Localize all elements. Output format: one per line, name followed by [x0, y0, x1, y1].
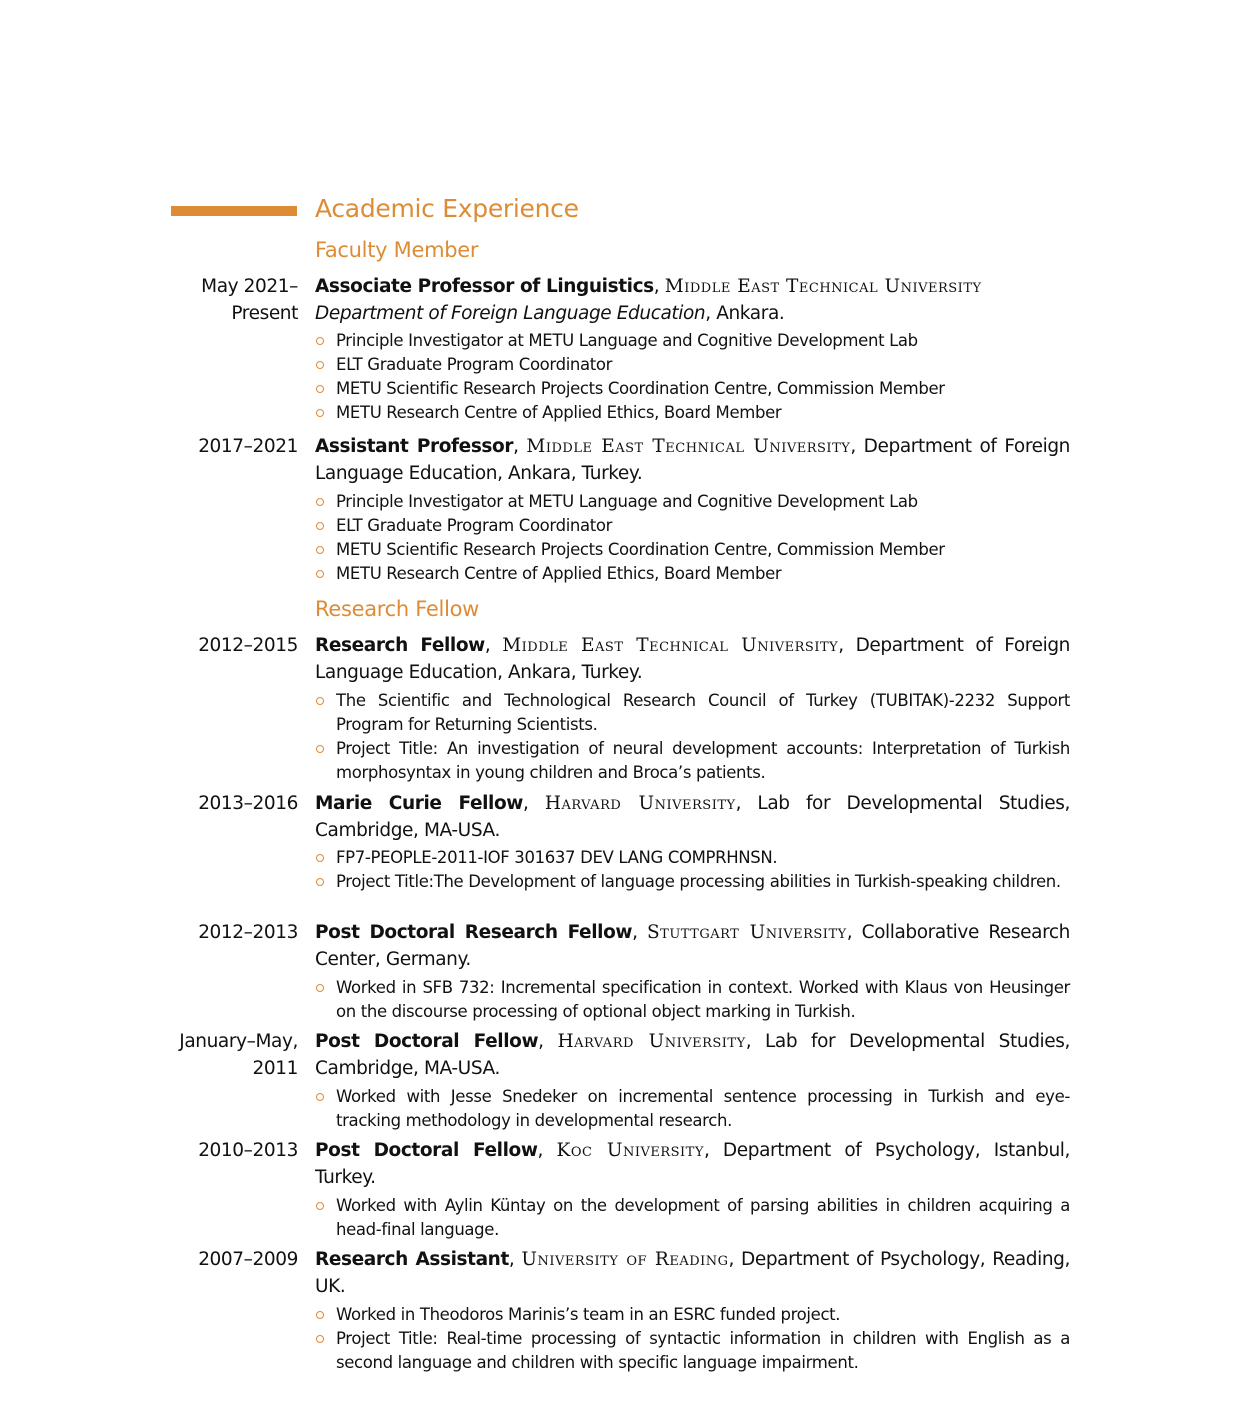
- entry-body: [315, 433, 1070, 487]
- date-line: 2007–2009: [198, 1249, 298, 1270]
- list-item: The Scientific and Technological Research Council of Turkey (TUBITAK)-2232 Support Program for Returning Scientists.: [315, 689, 1070, 737]
- entry-institution: Harvard University: [557, 1031, 746, 1052]
- separator: ,: [508, 1249, 522, 1270]
- entry-title: Marie Curie Fellow: [315, 793, 523, 814]
- entry-date: [150, 919, 298, 946]
- entry-institution: Middle East Technical University: [502, 635, 839, 656]
- bullet-circle-icon: [316, 984, 324, 992]
- bullet-circle-icon: [316, 546, 324, 554]
- entry-institution: University of Reading: [521, 1249, 729, 1270]
- entry-location: , Collaborative Research Center, Germany.: [315, 922, 1070, 970]
- entry-items: [315, 329, 1070, 425]
- bullet-circle-icon: [316, 1335, 324, 1343]
- section-title: Academic Experience: [315, 194, 579, 223]
- separator: ,: [513, 436, 527, 457]
- entry-title: Associate Professor of Linguistics: [315, 276, 654, 297]
- entry-date: [150, 433, 298, 460]
- date-line: 2011: [252, 1058, 298, 1079]
- entry-institution: Stuttgart University: [646, 922, 847, 943]
- entry-date: [150, 1028, 298, 1082]
- entry-date: [150, 790, 298, 817]
- entry-date: [150, 1246, 298, 1273]
- separator: ,: [537, 1140, 557, 1161]
- list-item: Principle Investigator at METU Language and Cognitive Development Lab: [315, 490, 1070, 514]
- list-item: METU Research Centre of Applied Ethics, Board Member: [315, 401, 1070, 425]
- entry-items: [315, 1085, 1070, 1133]
- date-line: 2013–2016: [198, 793, 298, 814]
- list-item: Project Title: Real-time processing of syntactic information in children with English as a second language and children with specific language impairment.: [315, 1327, 1070, 1375]
- list-item: FP7-PEOPLE-2011-IOF 301637 DEV LANG COMPRHNSN.: [315, 846, 1070, 870]
- separator: ,: [653, 276, 665, 297]
- entry-items: [315, 689, 1070, 785]
- entry-title: Assistant Professor: [315, 436, 514, 457]
- list-item: METU Scientific Research Projects Coordination Centre, Commission Member: [315, 377, 1070, 401]
- entry-location: , Department of Psychology, Istanbul, Turkey.: [315, 1140, 1070, 1188]
- section-bar-icon: [171, 206, 297, 216]
- entry-items: [315, 976, 1070, 1024]
- entry-body: [315, 273, 1070, 327]
- date-line: May 2021–: [201, 276, 298, 297]
- bullet-circle-icon: [316, 522, 324, 530]
- entry-department: Department of Foreign Language Education: [315, 303, 706, 324]
- bullet-circle-icon: [316, 385, 324, 393]
- list-item: Project Title:The Development of language processing abilities in Turkish-speaking children.: [315, 870, 1070, 894]
- entry-institution: Middle East Technical University: [526, 436, 851, 457]
- list-item: Worked in Theodoros Marinis’s team in an ESRC funded project.: [315, 1303, 1070, 1327]
- bullet-circle-icon: [316, 1093, 324, 1101]
- entry-location: , Department of Psychology, Reading, UK.: [315, 1249, 1070, 1297]
- list-item: Worked with Aylin Küntay on the development of parsing abilities in children acquiring a head-final language.: [315, 1194, 1070, 1242]
- list-item: Project Title: An investigation of neural development accounts: Interpretation of Turkish morphosyntax in young children and Broca’s patients.: [315, 737, 1070, 785]
- bullet-circle-icon: [316, 498, 324, 506]
- entry-location: , Lab for Developmental Studies, Cambridge, MA-USA.: [315, 1031, 1070, 1079]
- entry-location: , Lab for Developmental Studies, Cambridge, MA-USA.: [315, 793, 1070, 841]
- entry-location: , Ankara.: [705, 303, 785, 324]
- list-item: ELT Graduate Program Coordinator: [315, 353, 1070, 377]
- entry-title: Research Assistant: [315, 1249, 509, 1270]
- bullet-circle-icon: [316, 570, 324, 578]
- bullet-circle-icon: [316, 337, 324, 345]
- bullet-circle-icon: [316, 697, 324, 705]
- list-item: ELT Graduate Program Coordinator: [315, 514, 1070, 538]
- entry-location: , Department of Foreign Language Education, Ankara, Turkey.: [315, 436, 1071, 484]
- date-line: January–May,: [179, 1031, 298, 1052]
- separator: ,: [538, 1031, 558, 1052]
- bullet-circle-icon: [316, 409, 324, 417]
- separator: ,: [484, 635, 503, 656]
- list-item: Worked in SFB 732: Incremental specification in context. Worked with Klaus von Heusinger on the discourse processing of optional object marking in Turkish.: [315, 976, 1070, 1024]
- subsection-title: Faculty Member: [315, 238, 479, 262]
- entry-title: Post Doctoral Fellow: [315, 1031, 539, 1052]
- entry-body: [315, 632, 1070, 686]
- entry-title: Post Doctoral Fellow: [315, 1140, 538, 1161]
- entry-body: [315, 790, 1070, 844]
- date-line: 2012–2015: [198, 635, 298, 656]
- list-item: METU Research Centre of Applied Ethics, Board Member: [315, 562, 1070, 586]
- date-line: 2012–2013: [198, 922, 298, 943]
- bullet-circle-icon: [316, 361, 324, 369]
- entry-items: [315, 1303, 1070, 1375]
- entry-title: Research Fellow: [315, 635, 485, 656]
- entry-institution: Harvard University: [544, 793, 736, 814]
- date-line: Present: [231, 303, 298, 324]
- entry-institution: Koc University: [556, 1140, 704, 1161]
- entry-date: [150, 273, 298, 327]
- entry-institution: Middle East Technical University: [664, 276, 982, 297]
- entry-body: [315, 1028, 1070, 1082]
- bullet-circle-icon: [316, 745, 324, 753]
- bullet-circle-icon: [316, 1311, 324, 1319]
- entry-location: , Department of Foreign Language Education, Ankara, Turkey.: [315, 635, 1070, 683]
- entry-body: [315, 1246, 1070, 1300]
- list-item: Worked with Jesse Snedeker on incremental sentence processing in Turkish and eye-tracking methodology in developmental research.: [315, 1085, 1070, 1133]
- separator: ,: [632, 922, 647, 943]
- separator: ,: [523, 793, 545, 814]
- entry-items: [315, 1194, 1070, 1242]
- bullet-circle-icon: [316, 854, 324, 862]
- subsection-title: Research Fellow: [315, 597, 480, 621]
- entry-body: [315, 1137, 1070, 1191]
- list-item: Principle Investigator at METU Language and Cognitive Development Lab: [315, 329, 1070, 353]
- list-item: METU Scientific Research Projects Coordination Centre, Commission Member: [315, 538, 1070, 562]
- entry-date: [150, 632, 298, 659]
- entry-body: [315, 919, 1070, 973]
- date-line: 2017–2021: [198, 436, 298, 457]
- entry-items: [315, 846, 1070, 894]
- bullet-circle-icon: [316, 1202, 324, 1210]
- entry-date: [150, 1137, 298, 1164]
- entry-title: Post Doctoral Research Fellow: [315, 922, 633, 943]
- bullet-circle-icon: [316, 878, 324, 886]
- date-line: 2010–2013: [198, 1140, 298, 1161]
- entry-items: [315, 490, 1070, 586]
